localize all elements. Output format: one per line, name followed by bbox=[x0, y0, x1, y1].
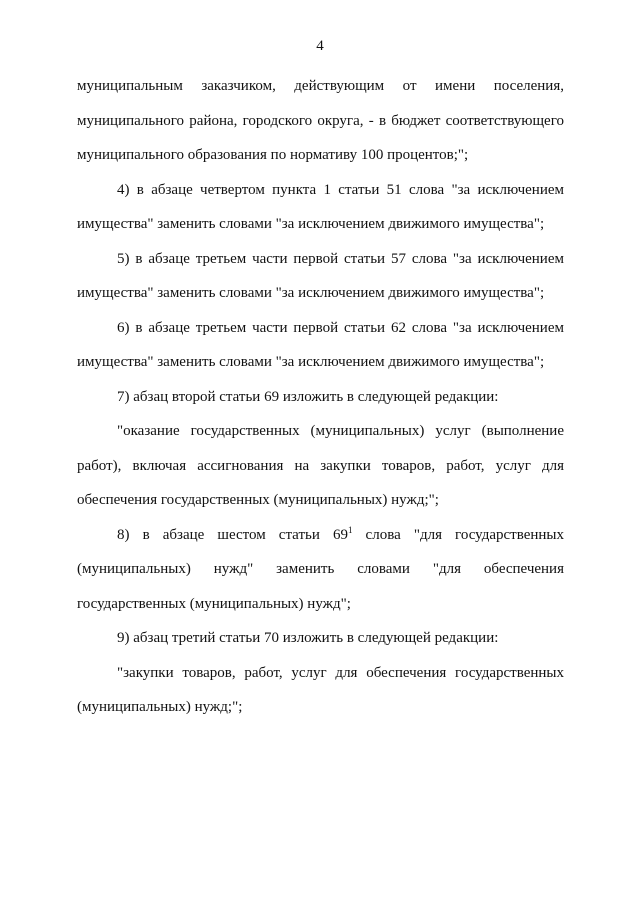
paragraph-item-8-end: слова "для государственных (муниципальных) нужд" заменить словами "для обеспечения государственных (муниципальных) нужд"; bbox=[77, 526, 565, 612]
document-body bbox=[77, 69, 564, 725]
paragraph-item-5: 5) в абзаце третьем части первой статьи 57 слова "за исключением имущества" заменить словами "за исключением движимого имущества"; bbox=[77, 250, 564, 301]
page-number: 4 bbox=[316, 38, 324, 54]
paragraph-item-4: 4) в абзаце четвертом пункта 1 статьи 51 слова "за исключением имущества" заменить словами "за исключением движимого имущества"; bbox=[77, 181, 564, 232]
paragraph-item-7: 7) абзац второй статьи 69 изложить в следующей редакции: bbox=[117, 388, 499, 405]
paragraph-item-8-start: 8) в абзаце шестом статьи 69 bbox=[117, 526, 348, 543]
paragraph-item-6: 6) в абзаце третьем части первой статьи 62 слова "за исключением имущества" заменить словами "за исключением движимого имущества"; bbox=[77, 319, 564, 370]
paragraph-item-8 bbox=[77, 518, 564, 622]
paragraph-quote-70: "закупки товаров, работ, услуг для обеспечения государственных (муниципальных) нужд;"; bbox=[77, 664, 564, 715]
superscript-one: 1 bbox=[347, 524, 353, 535]
paragraph-item-9: 9) абзац третий статьи 70 изложить в следующей редакции: bbox=[117, 630, 499, 646]
paragraph-quote-69: "оказание государственных (муниципальных) услуг (выполнение работ), включая ассигнования на закупки товаров, работ, услуг для обеспечения государственных (муниципальных) нужд;"; bbox=[77, 423, 564, 508]
paragraph-continuation: муниципальным заказчиком, действующим от имени поселения, муниципального района, городского округа, - в бюджет соответствующего муниципального образования по нормативу 100 процентов;"; bbox=[77, 78, 564, 163]
